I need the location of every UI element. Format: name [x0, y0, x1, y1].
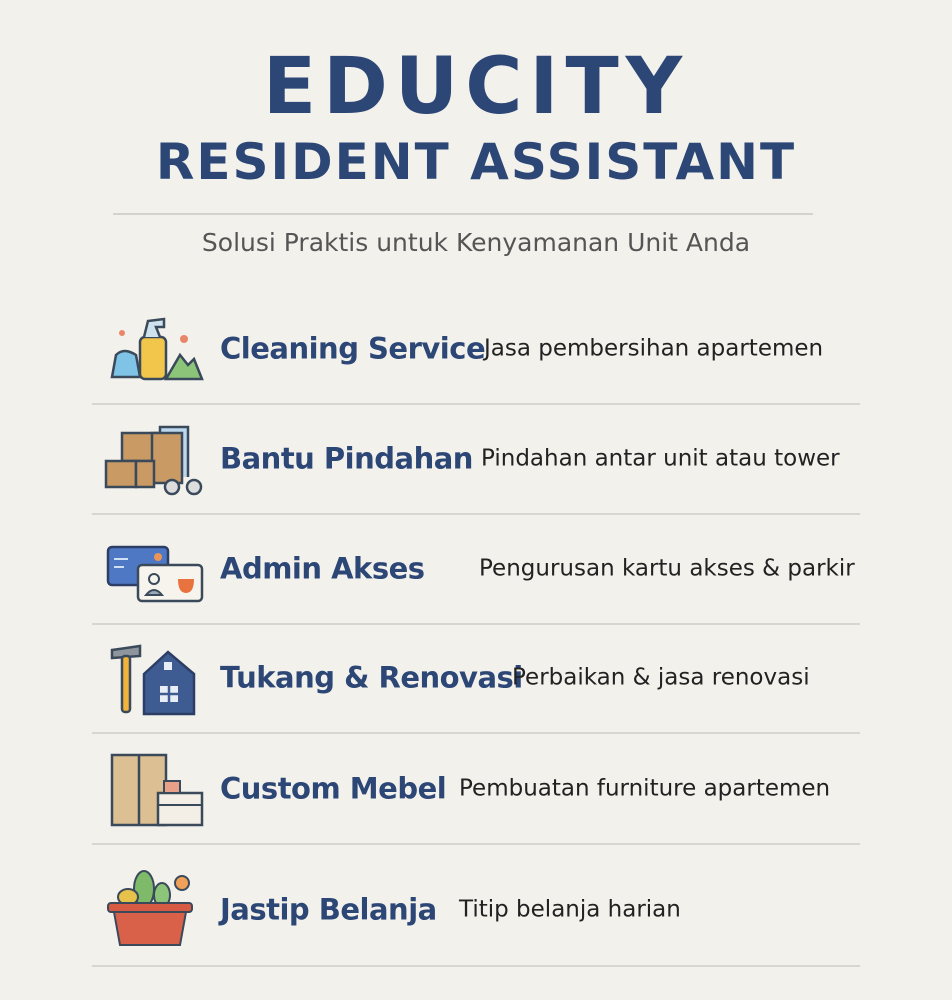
service-row-moving [92, 405, 860, 515]
row-divider [92, 732, 860, 734]
service-name: Bantu Pindahan [220, 441, 473, 476]
service-description: Jasa pembersihan apartemen [484, 335, 824, 362]
service-row-shopping [92, 855, 860, 967]
service-row-cleaning [92, 295, 860, 405]
service-row-access [92, 515, 860, 625]
service-row-furniture [92, 735, 860, 845]
hammer-house-icon [104, 636, 204, 716]
furniture-icon [104, 753, 204, 833]
page-subtitle: RESIDENT ASSISTANT [155, 133, 797, 191]
grocery-basket-icon [104, 867, 204, 947]
service-description: Titip belanja harian [459, 896, 681, 923]
access-card-icon [104, 527, 204, 607]
service-name: Admin Akses [220, 551, 425, 586]
service-description: Pindahan antar unit atau tower [481, 445, 840, 472]
service-name: Cleaning Service [220, 331, 486, 366]
service-row-renovation [92, 624, 860, 734]
service-name: Jastip Belanja [220, 892, 437, 927]
row-divider [92, 965, 860, 967]
divider [113, 213, 813, 215]
service-description: Pembuatan furniture apartemen [459, 775, 831, 802]
service-name: Custom Mebel [220, 771, 447, 806]
cleaning-supplies-icon [104, 307, 204, 387]
tagline: Solusi Praktis untuk Kenyamanan Unit Anda [201, 228, 751, 257]
row-divider [92, 843, 860, 845]
service-name: Tukang & Renovasi [220, 660, 523, 695]
moving-boxes-icon [104, 417, 204, 497]
service-description: Perbaikan & jasa renovasi [512, 664, 810, 691]
service-description: Pengurusan kartu akses & parkir [479, 555, 855, 582]
page-title: EDUCITY [262, 42, 690, 132]
